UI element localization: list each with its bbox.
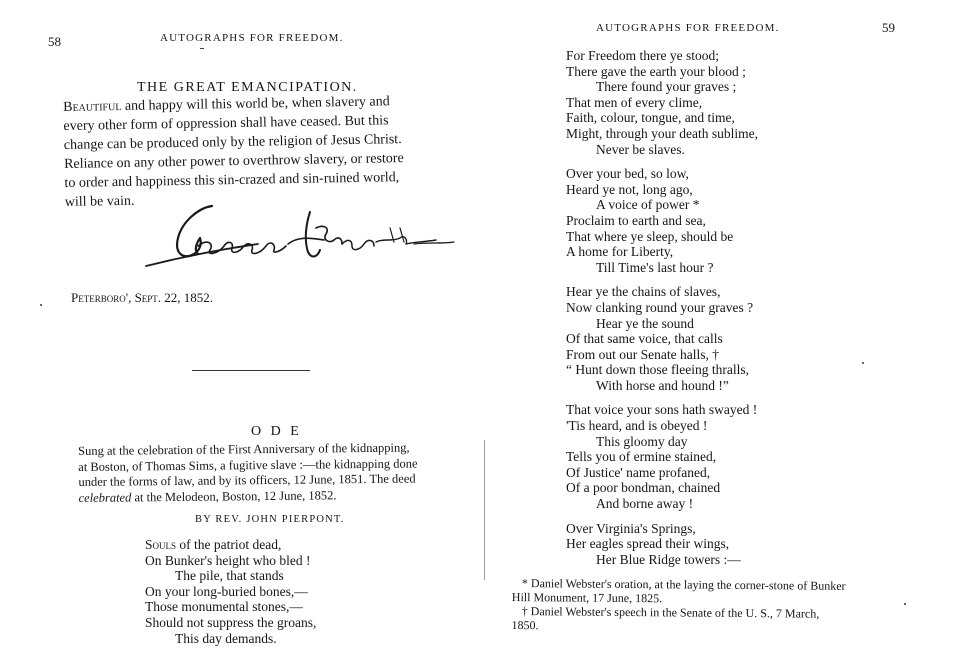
verse-line: Now clanking round your graves ? (566, 299, 754, 315)
dateline: Peterboro', Sept. 22, 1852. (71, 290, 214, 305)
essay-line: to order and happiness this sin-crazed and sin-ruined world, (64, 170, 400, 191)
ode-headnote (78, 440, 418, 506)
verse-line: Till Time's last hour ? (596, 259, 714, 275)
essay-line: and happy will this world be, when slavery and (121, 94, 390, 114)
binding-edge (484, 440, 485, 580)
speck (200, 48, 204, 49)
essay-paragraph (63, 92, 405, 212)
verse-line: Might, through your death sublime, (566, 125, 758, 141)
headnote-line: celebrated at the Melodeon, Boston, 12 June, 1852. (78, 487, 337, 505)
verse-line: This gloomy day (596, 433, 688, 449)
verse-line: Tells you of ermine stained, (566, 449, 717, 465)
headnote-line: Sung at the celebration of the First Anniversary of the kidnapping, (78, 440, 410, 458)
running-head: AUTOGRAPHS FOR FREEDOM. (596, 22, 780, 34)
verse-line: That men of every clime, (566, 94, 703, 110)
essay-line: will be vain. (64, 193, 135, 210)
verse-line: Her eagles spread their wings, (566, 536, 730, 552)
verse-line: of the patriot dead, (176, 537, 282, 552)
running-head: AUTOGRAPHS FOR FREEDOM. (160, 32, 344, 44)
ode-title: O D E (251, 424, 302, 439)
verse-line: A voice of power * (596, 197, 700, 213)
ode-lead-word: Souls (145, 537, 177, 552)
verse-line: On Bunker's height who bled ! (145, 552, 311, 568)
verse-line: Of Justice' name profaned, (566, 464, 711, 480)
footnotes (512, 576, 846, 635)
verse-line: Faith, colour, tongue, and time, (566, 110, 735, 126)
essay-line: change can be produced only by the religion of Jesus Christ. (63, 132, 402, 153)
headnote-line: under the forms of law, and by its officers, 12 June, 1851. The deed (78, 471, 416, 489)
verse-line: Proclaim to earth and sea, (566, 212, 706, 228)
right-page (490, 0, 980, 655)
essay-line: Reliance on any other power to overthrow slavery, or restore (64, 151, 404, 172)
verse-line: Hear ye the chains of slaves, (566, 284, 721, 300)
verse-line: There found your graves ; (596, 79, 737, 95)
verse-line: This day demands. (175, 630, 277, 646)
verse-line: Of a poor bondman, chained (566, 480, 721, 496)
verse-line: And borne away ! (596, 496, 694, 512)
verse-line: Never be slaves. (596, 141, 685, 157)
ode-continuation (566, 48, 758, 567)
verse-line: Should not suppress the groans, (145, 614, 317, 630)
verse-line: The pile, that stands (175, 568, 284, 584)
headnote-line: at Boston, of Thomas Sims, a fugitive slave :—the kidnapping done (78, 455, 418, 474)
speck (904, 603, 906, 605)
verse-line: Of that same voice, that calls (566, 331, 723, 347)
verse-line: Heard ye not, long ago, (566, 181, 693, 197)
italic-word: celebrated (78, 489, 132, 505)
essay-title: THE GREAT EMANCIPATION. (137, 80, 358, 95)
footnote-line: * Daniel Webster's oration, at the laying the corner-stone of Bunker (521, 576, 846, 593)
verse-line: That voice your sons hath swayed ! (566, 402, 758, 418)
verse-line: Her Blue Ridge towers :— (596, 551, 741, 567)
verse-line: Over your bed, so low, (566, 166, 689, 182)
footnote-line: Hill Monument, 17 June, 1825. (511, 589, 663, 606)
verse-line: A home for Liberty, (566, 244, 674, 260)
signature-image (138, 198, 458, 272)
essay-lead-word: Beautiful (63, 98, 122, 115)
verse-line: On your long-buried bones,— (145, 583, 308, 599)
verse-line: Hear ye the sound (596, 315, 694, 331)
page-number: 58 (48, 34, 61, 49)
footnote-line: † Daniel Webster's speech in the Senate of the U. S., 7 March, (521, 604, 820, 621)
verse-line: That where ye sleep, should be (566, 228, 734, 244)
verse-line: 'Tis heard, and is obeyed ! (566, 418, 708, 434)
page-number: 59 (882, 20, 895, 35)
verse-line: With horse and hound !” (596, 377, 729, 393)
ode-opening-stanza (145, 537, 316, 646)
verse-line: Those monumental stones,— (145, 599, 303, 615)
essay-line: every other form of oppression shall have ceased. But this (63, 113, 389, 134)
verse-line: From out our Senate halls, † (566, 346, 719, 362)
verse-line: There gave the earth your blood ; (566, 63, 746, 79)
verse-line: “ Hunt down those fleeing thralls, (566, 362, 749, 378)
ode-byline: BY REV. JOHN PIERPONT. (195, 514, 345, 525)
section-divider (192, 370, 310, 371)
verse-line: For Freedom there ye stood; (566, 48, 719, 63)
footnote-line: 1850. (511, 617, 539, 633)
verse-line: Over Virginia's Springs, (566, 520, 696, 536)
speck (40, 304, 42, 306)
speck (862, 362, 864, 364)
